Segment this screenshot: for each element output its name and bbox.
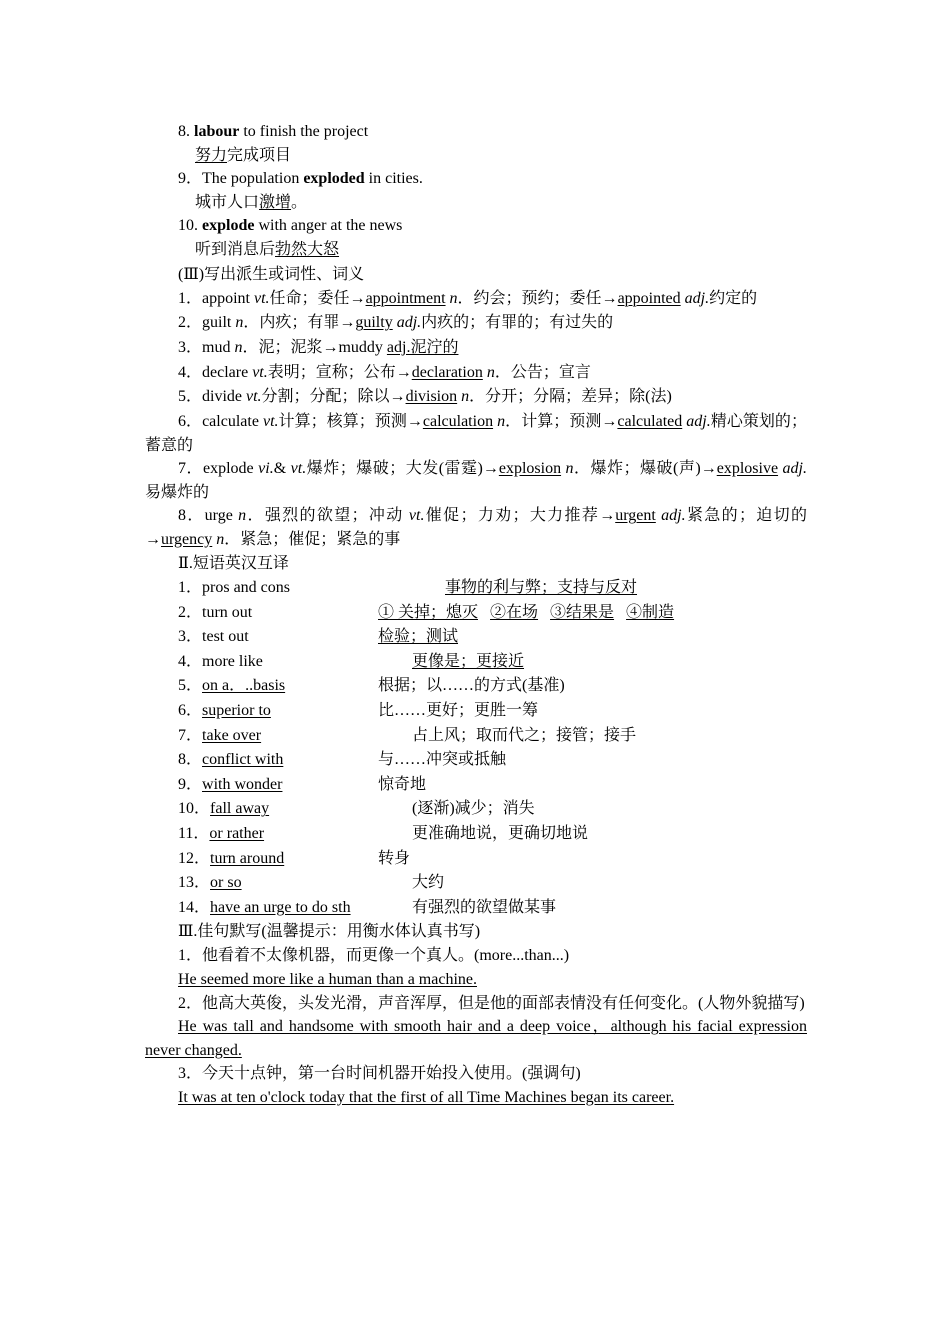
answer-text: adj.泥泞的	[386, 338, 459, 356]
item-text: 听到消息后	[195, 240, 276, 258]
answer-text: explosive	[716, 460, 779, 478]
item-keyword: exploded	[303, 170, 365, 188]
answer-text: superior to	[202, 702, 271, 720]
item-10-translation	[145, 238, 807, 262]
item-text: 城市人口	[195, 193, 260, 211]
answer-text: 勃然大怒	[275, 240, 340, 258]
answer-text: calculation	[422, 413, 494, 431]
phrase-row: 11．or rather 更准确地说，更确切地说	[178, 825, 589, 843]
item-text: with anger at the news	[254, 217, 403, 235]
item-keyword: explode	[202, 217, 255, 235]
answer-text: on a．..basis	[202, 677, 286, 695]
answer-text: appointment	[365, 289, 446, 307]
sentence-question: 3．今天十点钟，第一台时间机器开始投入使用。(强调句)	[178, 1065, 581, 1083]
phrase-row: 3．test out 检验；测试	[145, 625, 807, 650]
worksheet-page	[145, 120, 807, 1110]
answer-text: conflict with	[202, 751, 284, 769]
section-title-phrases: Ⅱ.短语英汉互译	[178, 555, 289, 573]
derive-2: 2．guilt n．内疚；有罪→guilty adj.内疚的；有罪的；有过失的	[178, 314, 614, 332]
answer-text: ②在场	[490, 603, 539, 621]
phrase-row: 8．conflict with 与……冲突或抵触	[178, 751, 507, 769]
answer-text: 检验；测试	[378, 628, 459, 646]
answer-text: explosion	[498, 460, 562, 478]
answer-text: appointed	[617, 289, 681, 307]
derive-8: 8．urge n．强烈的欲望；冲动 vt.催促；力劝；大力推荐→urgent adj.紧急的；迫切的→urgency n．紧急；催促；紧急的事	[145, 507, 807, 548]
sentence-answer	[145, 1015, 807, 1062]
phrase-row: 2．turn out ① 关掉；熄灭 ②在场 ③结果是 ④制造	[178, 603, 675, 621]
answer-text: urgent	[615, 507, 656, 525]
answer-text: fall away	[210, 800, 270, 818]
item-keyword: labour	[194, 123, 240, 140]
derive-5: 5．divide vt.分割；分配；除以→division n．分开；分隔；差异；除(法)	[178, 388, 672, 406]
derive-1: 1．appoint vt.任命；委任→appointment n．约会；预约；委任→appointed adj.约定的	[178, 289, 758, 307]
derive-3: 3．mud n．泥；泥浆→muddy adj.泥泞的	[178, 338, 459, 356]
item-8	[145, 120, 807, 144]
sentence-answer	[145, 1086, 807, 1110]
item-text: 。	[291, 193, 308, 211]
answer-text: ④制造	[626, 603, 675, 621]
item-text: to finish the project	[239, 123, 369, 140]
answer-text: with wonder	[202, 775, 283, 793]
answer-text: He seemed more like a human than a machine.	[178, 970, 477, 988]
item-9	[145, 167, 807, 191]
item-text: in cities.	[364, 170, 423, 188]
sentence-question: 2．他高大英俊，头发光滑，声音浑厚，但是他的面部表情没有任何变化。(人物外貌描写)	[178, 994, 805, 1012]
section-title-sentences: Ⅲ.佳句默写(温馨提示：用衡水体认真书写)	[178, 923, 481, 941]
item-num: 10.	[178, 217, 202, 235]
sentence-question: 1．他看着不太像机器，而更像一个真人。(more...than...)	[178, 947, 570, 965]
phrase-row: 1．pros and cons 事物的利与弊；支持与反对	[145, 576, 807, 601]
answer-text: 事物的利与弊；支持与反对	[445, 579, 638, 597]
answer-text: urgency	[161, 530, 213, 548]
phrase-list	[145, 576, 807, 920]
answer-text: have an urge to do sth	[210, 898, 351, 916]
answer-text: turn around	[210, 849, 285, 867]
answer-text: 努力	[195, 146, 228, 164]
item-8-translation	[145, 144, 807, 168]
answer-text: It was at ten o'clock today that the first of all Time Machines began its career.	[178, 1088, 675, 1106]
answer-text: calculated	[617, 413, 683, 431]
answer-text: ① 关掉；熄灭	[378, 603, 479, 621]
phrase-row: 12．turn around 转身	[178, 849, 411, 867]
phrase-row: 5．on a．..basis 根据；以……的方式(基准)	[178, 677, 565, 695]
sentence-answer	[145, 968, 807, 992]
item-num: 8.	[178, 123, 194, 140]
item-9-translation	[145, 191, 807, 215]
answer-text: or so	[210, 874, 242, 892]
section-title-derive: (Ⅲ)写出派生或词性、词义	[178, 265, 365, 283]
phrase-row: 7．take over 占上风；取而代之；接管；接手	[178, 726, 637, 744]
derive-4: 4．declare vt.表明；宣称；公布→declaration n．公告；宣言	[178, 363, 591, 381]
phrase-row: 4．more like 更像是；更接近	[145, 650, 807, 675]
answer-text: guilty	[355, 314, 393, 332]
phrase-row: 6．superior to 比……更好；更胜一筹	[178, 702, 539, 720]
answer-text: He was tall and handsome with smooth hair and a deep voice，although his facial expression never changed.	[145, 1018, 807, 1059]
item-num: 9．The population	[178, 170, 304, 188]
answer-text: take over	[202, 726, 262, 744]
answer-text: ③结果是	[550, 603, 615, 621]
item-text: 完成项目	[227, 146, 292, 164]
answer-text: division	[405, 388, 458, 406]
answer-text: 更像是；更接近	[412, 652, 525, 670]
item-10	[145, 214, 807, 238]
derive-7: 7．explode vi.& vt.爆炸；爆破；大发(雷霆)→explosion n．爆炸；爆破(声)→explosive adj.易爆炸的	[145, 460, 807, 501]
phrase-row: 10．fall away (逐渐)减少；消失	[178, 800, 535, 818]
answer-text: or rather	[209, 825, 265, 843]
answer-text: declaration	[411, 363, 483, 381]
derive-6: 6．calculate vt.计算；核算；预测→calculation n．计算；预测→calculated adj.精心策划的；蓄意的	[145, 413, 807, 454]
phrase-row: 14．have an urge to do sth 有强烈的欲望做某事	[178, 898, 557, 916]
answer-text: 激增	[259, 193, 292, 211]
phrase-row: 13．or so 大约	[178, 874, 445, 892]
phrase-row: 9．with wonder 惊奇地	[178, 775, 427, 793]
